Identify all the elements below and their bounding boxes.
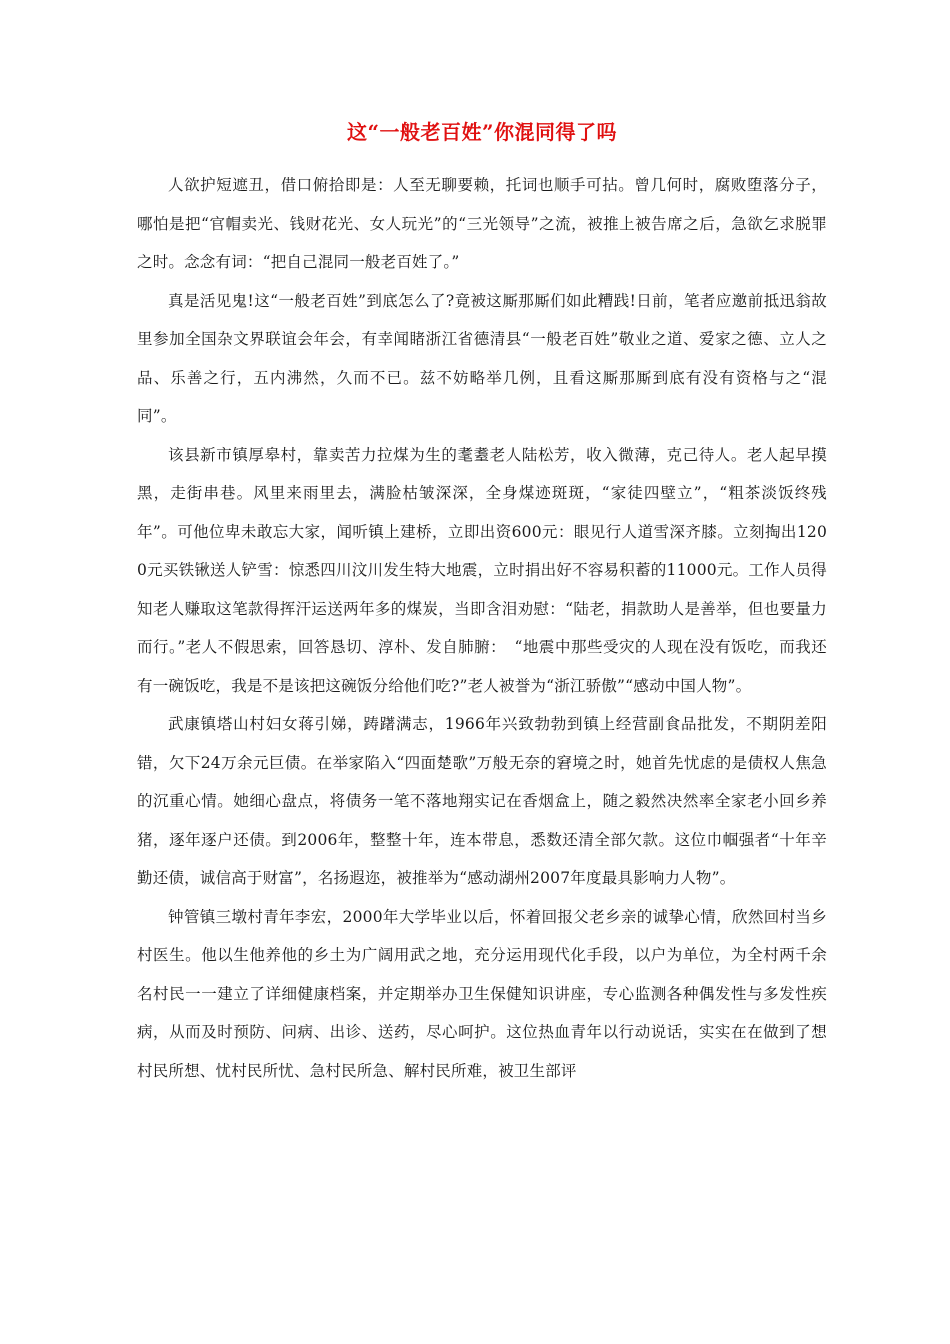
- paragraph-5: 钟管镇三墩村青年李宏，2000年大学毕业以后，怀着回报父老乡亲的诚挚心情，欣然回村当乡村医生。他以生他养他的乡土为广阔用武之地，充分运用现代化手段，以户为单位，为全村两千余名村民一一建立了详细健康档案，并定期举办卫生保健知识讲座，专心监测各种偶发性与多发性疾病，从而及时预防、问病、出诊、送药，尽心呵护。这位热血青年以行动说话，实实在在做到了想村民所想、忧村民所忧、急村民所急、解村民所难，被卫生部评: [137, 907, 827, 1080]
- paragraph-2: 真是活见鬼!这“一般老百姓”到底怎么了?竟被这厮那厮们如此糟践!日前，笔者应邀前抵迅翁故里参加全国杂文界联谊会年会，有幸闻睹浙江省德清县“一般老百姓”敬业之道、爱家之德、立人之品、乐善之行，五内沸然，久而不已。兹不妨略举几例，且看这厮那厮到底有没有资格与之“混同”。: [137, 291, 827, 425]
- document-page: [137, 118, 827, 1090]
- paragraph-3: 该县新市镇厚皋村，靠卖苦力拉煤为生的耄耋老人陆松芳，收入微薄，克己待人。老人起早摸黑，走街串巷。风里来雨里去，满脸枯皱深深，全身煤迹斑斑，“家徒四壁立”，“粗茶淡饭终残年”。可他位卑未敢忘大家，闻听镇上建桥，立即出资600元：眼见行人道雪深齐膝。立刻掏出1200元买铁锹送人铲雪：惊悉四川汶川发生特大地震，立时捐出好不容易积蓄的11000元。工作人员得知老人赚取这笔款得挥汗运送两年多的煤炭，当即含泪劝慰：“陆老，捐款助人是善举，但也要量力而行。”老人不假思索，回答恳切、淳朴、发自肺腑： “地震中那些受灾的人现在没有饭吃，而我还有一碗饭吃，我是不是该把这碗饭分给他们吃?”老人被誉为“浙江骄傲”“感动中国人物”。: [137, 445, 827, 695]
- paragraph-1: 人欲护短遮丑，借口俯拾即是：人至无聊要赖，托词也顺手可拈。曾几何时，腐败堕落分子，哪怕是把“官帽卖光、钱财花光、女人玩光”的“三光领导”之流，被推上被告席之后，急欲乞求脱罪之时。念念有词：“把自己混同一般老百姓了。”: [137, 176, 827, 271]
- document-title: 这“一般老百姓”你混同得了吗: [346, 120, 617, 144]
- paragraph-4: 武康镇塔山村妇女蒋引娣，踌躇满志，1966年兴致勃勃到镇上经营副食品批发，不期阴差阳错，欠下24万余元巨债。在举家陷入“四面楚歌”万般无奈的窘境之时，她首先忧虑的是债权人焦急的沉重心情。她细心盘点，将债务一笔不落地翔实记在香烟盒上，随之毅然决然率全家老小回乡养猪，逐年逐户还债。到2006年，整整十年，连本带息，悉数还清全部欠款。这位巾帼强者“十年辛勤还债，诚信高于财富”，名扬遐迩，被推举为“感动湖州2007年度最具影响力人物”。: [137, 715, 827, 887]
